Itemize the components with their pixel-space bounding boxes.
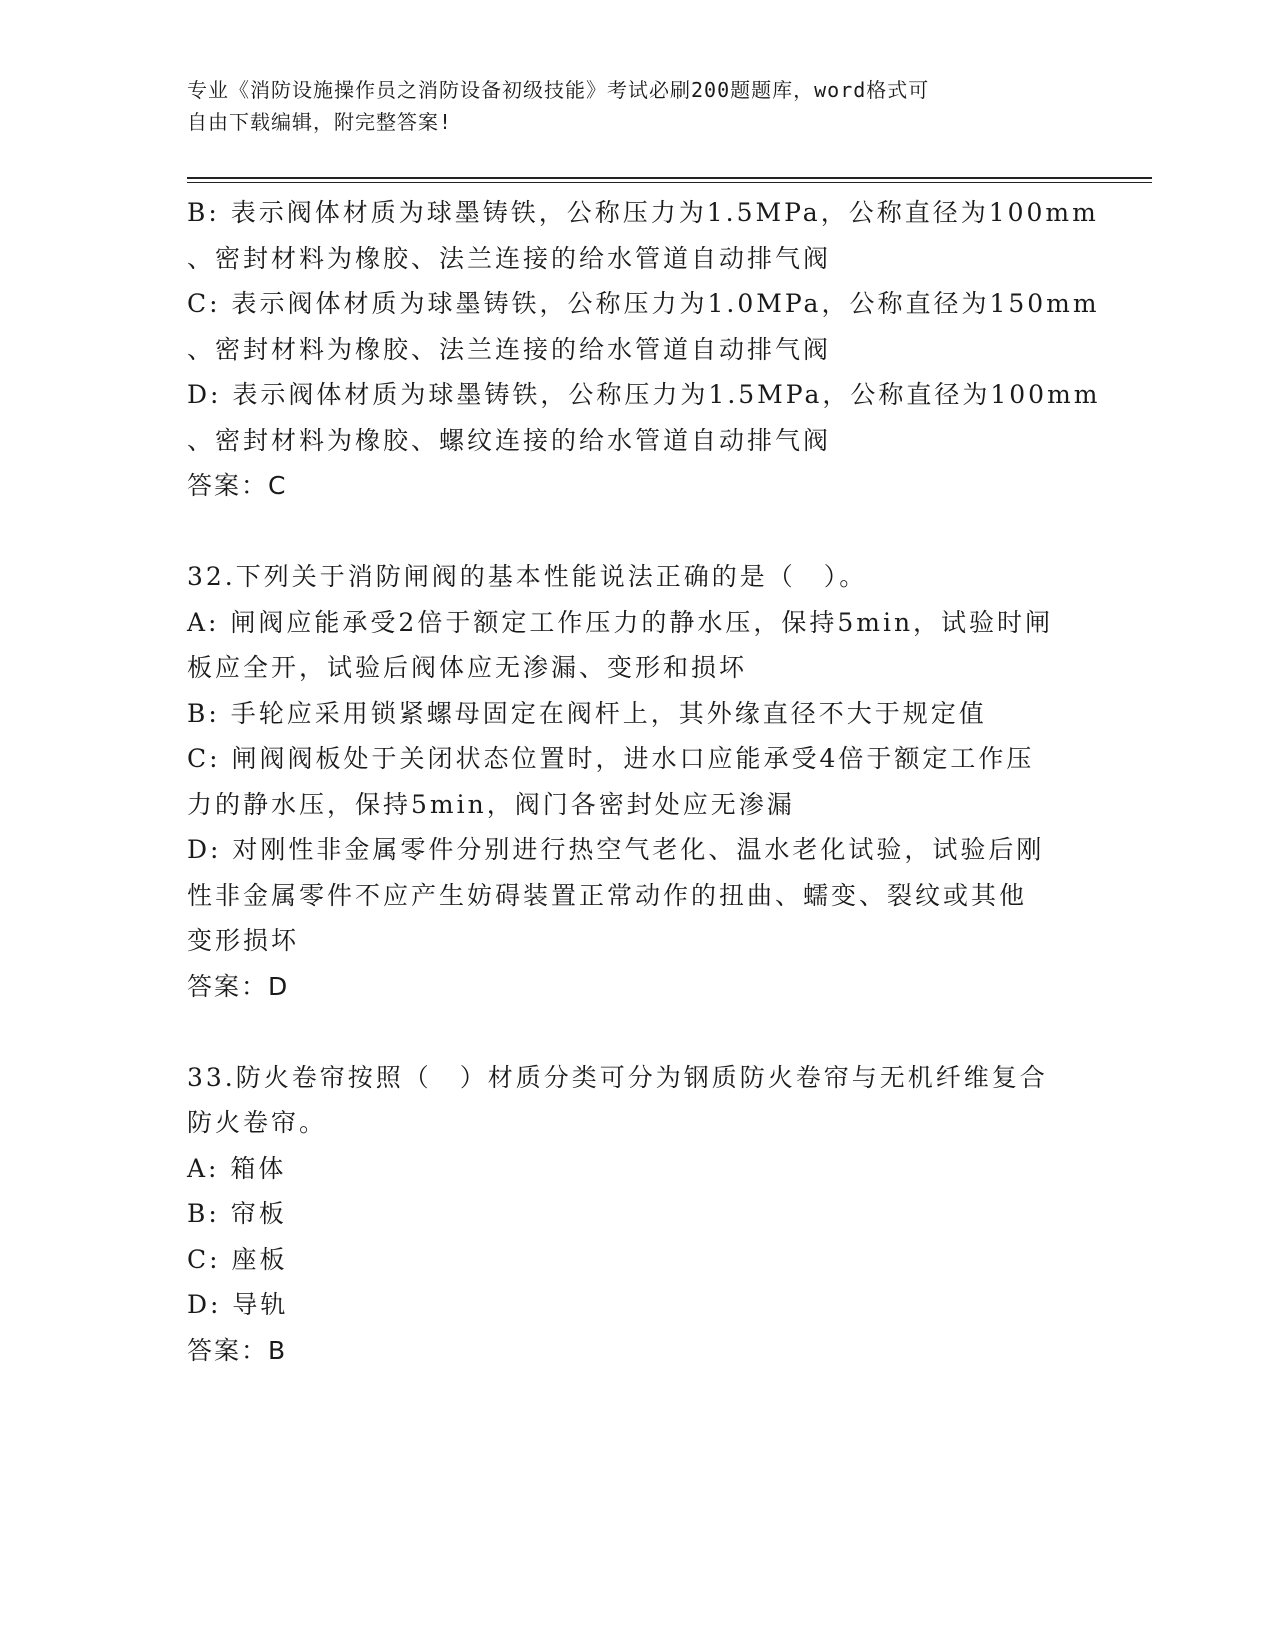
question-block-31	[187, 190, 1107, 509]
answer-label: 答案：C	[187, 471, 288, 500]
question-block-32	[187, 554, 1107, 1009]
option-line: C: 座板	[187, 1244, 288, 1274]
document-header	[187, 74, 1067, 138]
option-line: A: 箱体	[187, 1153, 287, 1183]
header-line-1: 专业《消防设施操作员之消防设备初级技能》考试必刷200题题库，word格式可	[187, 78, 930, 102]
option-line: 、密封材料为橡胶、螺纹连接的给水管道自动排气阀	[187, 425, 832, 455]
header-divider-thin	[187, 182, 1152, 183]
header-divider-thick	[187, 177, 1152, 179]
question-stem: 防火卷帘。	[187, 1108, 328, 1137]
option-line: B: 表示阀体材质为球墨铸铁，公称压力为1.5MPa，公称直径为100mm	[187, 198, 1099, 227]
option-line: 性非金属零件不应产生妨碍装置正常动作的扭曲、蠕变、裂纹或其他	[187, 880, 1028, 910]
option-line: D: 对刚性非金属零件分别进行热空气老化、温水老化试验，试验后刚	[187, 835, 1045, 864]
option-line: 、密封材料为橡胶、法兰连接的给水管道自动排气阀	[187, 243, 832, 273]
option-line: D: 表示阀体材质为球墨铸铁，公称压力为1.5MPa，公称直径为100mm	[187, 380, 1101, 409]
header-line-2: 自由下载编辑，附完整答案!	[187, 110, 453, 134]
option-line: B: 手轮应采用锁紧螺母固定在阀杆上，其外缘直径不大于规定值	[187, 698, 987, 728]
option-line: C: 闸阀阀板处于关闭状态位置时，进水口应能承受4倍于额定工作压	[187, 744, 1035, 773]
question-content	[187, 190, 1107, 1373]
option-line: 板应全开，试验后阀体应无渗漏、变形和损坏	[187, 653, 748, 682]
option-line: 变形损坏	[187, 926, 300, 955]
answer-label: 答案：D	[187, 971, 290, 1001]
option-line: A: 闸阀应能承受2倍于额定工作压力的静水压，保持5min，试验时闸	[187, 607, 1054, 637]
answer-label: 答案：B	[187, 1335, 288, 1365]
option-line: B: 帘板	[187, 1199, 287, 1228]
option-line: D: 导轨	[187, 1290, 289, 1319]
question-block-33	[187, 1055, 1107, 1374]
option-line: C: 表示阀体材质为球墨铸铁，公称压力为1.0MPa，公称直径为150mm	[187, 289, 1100, 318]
question-stem: 33.防火卷帘按照（ ）材质分类可分为钢质防火卷帘与无机纤维复合	[187, 1062, 1048, 1092]
option-line: 、密封材料为橡胶、法兰连接的给水管道自动排气阀	[187, 334, 832, 364]
option-line: 力的静水压，保持5min，阀门各密封处应无渗漏	[187, 789, 795, 819]
question-stem: 32.下列关于消防闸阀的基本性能说法正确的是（ ）。	[187, 562, 868, 591]
